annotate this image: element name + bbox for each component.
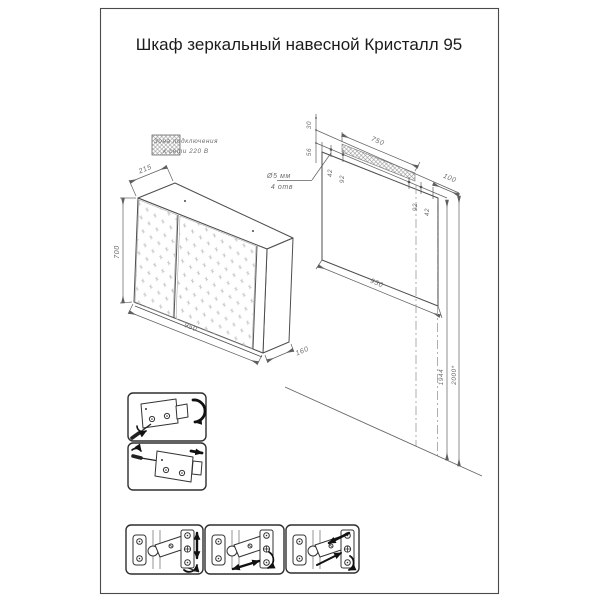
mounting-hole	[330, 148, 333, 151]
connection-zone-strip	[342, 144, 415, 181]
legend-connection-zone	[152, 135, 218, 155]
svg-text:750: 750	[370, 135, 386, 148]
bracket-hole	[161, 459, 163, 461]
dimension-wall-width-950	[316, 260, 442, 318]
hinge-adjustment-box-1	[126, 525, 203, 574]
mounting-hole	[420, 186, 423, 189]
wall-bracket	[141, 399, 178, 428]
cabinet-top-level-line	[316, 130, 459, 193]
dimension-height-700	[114, 198, 136, 303]
svg-text:100: 100	[442, 172, 458, 185]
dimension-holes-offset-56: 56	[306, 147, 313, 157]
dimension-holes-height-1944	[438, 200, 447, 460]
svg-text:950: 950	[369, 277, 385, 290]
wall-mounting-view	[285, 114, 482, 476]
bracket-hook	[192, 461, 202, 475]
drawing-title: Шкаф зеркальный навесной Кристалл 95	[135, 35, 463, 54]
mounting-hole	[408, 181, 411, 184]
mirror-door-left	[135, 200, 177, 317]
bracket-detail-box-1	[128, 393, 206, 441]
top-mounting-hole	[252, 230, 254, 232]
wall-bracket	[155, 451, 193, 482]
cabinet-side-face	[263, 238, 293, 353]
svg-text:160: 160	[294, 345, 310, 358]
mounting-holes-line	[316, 143, 447, 198]
dimension-right-offset-100	[433, 173, 459, 195]
svg-text:2000*: 2000*	[451, 365, 458, 385]
svg-text:42: 42	[327, 168, 334, 178]
svg-text:42: 42	[424, 207, 431, 217]
svg-text:92: 92	[339, 174, 346, 184]
dimension-top-height-2000	[451, 196, 459, 466]
svg-text:950: 950	[182, 321, 199, 334]
svg-text:700: 700	[114, 245, 121, 259]
hole-note-count: 4 отв	[270, 184, 294, 191]
bracket-detail-box-2	[128, 443, 206, 490]
hinge-adjustment-box-2	[205, 525, 284, 574]
dimension-strip-offset-30: 30	[306, 120, 313, 130]
cabinet-isometric-view	[114, 164, 310, 365]
bracket-hole	[145, 408, 147, 410]
top-mounting-hole	[184, 200, 186, 202]
floor-line	[285, 387, 482, 476]
mounting-hole	[342, 153, 345, 156]
legend-text-line2: к сети 220 В	[163, 148, 209, 155]
svg-text:92: 92	[412, 202, 419, 212]
legend-text-line1: Зона подключения	[153, 138, 219, 145]
hole-note-diameter: Ø5 мм	[267, 173, 291, 180]
push-arrow-icon	[191, 451, 202, 453]
svg-text:215: 215	[137, 163, 154, 176]
hinge-adjustment-box-3	[286, 525, 359, 573]
svg-text:1944: 1944	[438, 368, 445, 386]
hole-note	[266, 153, 331, 191]
bracket-hook	[176, 404, 188, 419]
